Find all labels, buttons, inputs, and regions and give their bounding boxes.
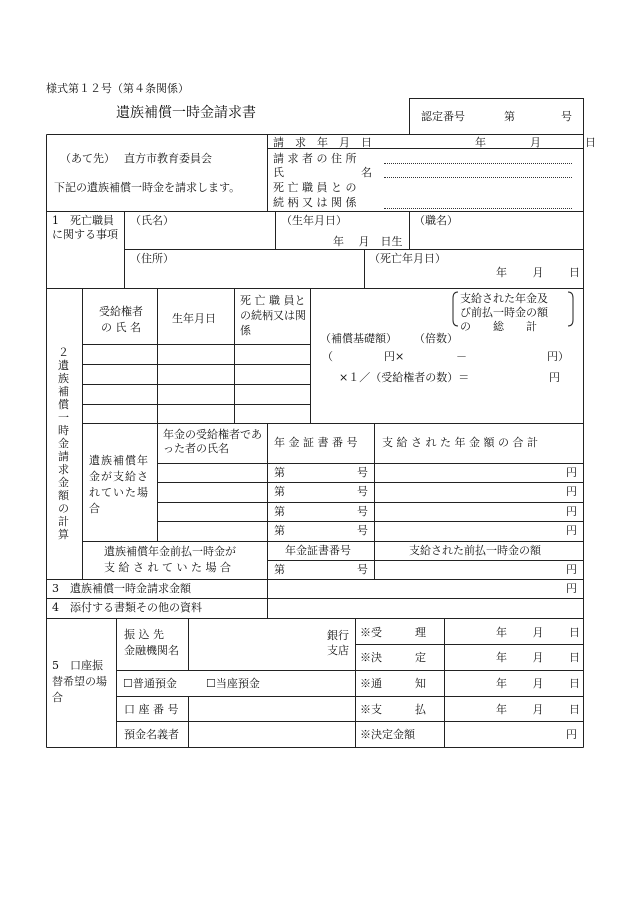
account-holder-label: 預金名義者 xyxy=(124,728,179,741)
col-birth: 生年月日 xyxy=(172,312,216,325)
relation-label-2: 続 柄 又 は 関 係 xyxy=(273,196,357,209)
pension-row-1-yen: 円 xyxy=(566,466,577,479)
amount-label: ※決定金額 xyxy=(360,728,415,741)
formula-minus: － xyxy=(456,350,467,363)
pension-row-3-yen: 円 xyxy=(566,505,577,518)
accept-label: ※受 理 xyxy=(360,626,426,639)
pension-case-label: 遺族補償年金が支給されていた場合 xyxy=(89,454,149,515)
advance-case-1: 遺族補償年金前払一時金が xyxy=(104,545,236,558)
pay-date[interactable]: 年 月 日 xyxy=(496,703,580,716)
paid-total-3: の 総 計 xyxy=(460,320,537,333)
account-number-label: 口 座 番 号 xyxy=(124,703,179,716)
pension-row-1-dai: 第 xyxy=(274,466,285,479)
request-statement: 下記の遺族補償一時金を請求します。 xyxy=(54,181,241,194)
relation-field[interactable] xyxy=(384,208,572,209)
ordinary-deposit-checkbox[interactable]: ☐普通預金 xyxy=(123,677,177,690)
name-field[interactable] xyxy=(384,177,572,178)
pension-cert-col: 年 金 証 書 番 号 xyxy=(274,436,358,449)
accept-date[interactable]: 年 月 日 xyxy=(496,626,580,639)
pension-row-2-dai: 第 xyxy=(274,485,285,498)
formula-div: ×１／（受給権者の数）＝ xyxy=(339,371,470,384)
section5-heading: 5 口座振替希望の場合 xyxy=(52,659,107,704)
bank-label-1: 振 込 先 xyxy=(124,628,164,641)
section1-heading: 1 死亡職員に関する事項 xyxy=(52,214,118,241)
form-number: 様式第１２号（第４条関係） xyxy=(46,82,189,95)
addressee: （あて先） 直方市教育委員会 xyxy=(60,152,212,165)
page-title: 遺族補償一時金請求書 xyxy=(116,105,256,121)
notify-date[interactable]: 年 月 日 xyxy=(496,677,580,690)
current-deposit-checkbox[interactable]: ☐当座預金 xyxy=(206,677,260,690)
pension-row-3-go: 号 xyxy=(357,505,368,518)
pension-row-3-dai: 第 xyxy=(274,505,285,518)
request-date-value[interactable]: 年 月 日 xyxy=(475,136,596,149)
paid-total-2: び前払一時金の額 xyxy=(460,306,548,319)
formula-open: （ xyxy=(322,350,333,363)
col-recipient: 受給権者の 氏 名 xyxy=(99,305,143,334)
advance-yen: 円 xyxy=(566,563,577,576)
deceased-job-label: （職名） xyxy=(414,214,458,227)
relation-label-1: 死 亡 職 員 と の xyxy=(273,181,357,194)
decide-date[interactable]: 年 月 日 xyxy=(496,651,580,664)
section4-label: 4 添付する書類その他の資料 xyxy=(52,601,202,614)
section3-label: 3 遺族補償一時金請求金額 xyxy=(52,582,191,595)
multiplier-label: （倍数） xyxy=(414,332,458,345)
branch-suffix: 支店 xyxy=(327,644,349,657)
deceased-birth-value[interactable]: 年 月 日生 xyxy=(333,235,403,248)
request-date-label: 請 求 年 月 日 xyxy=(273,136,372,149)
pension-row-4-dai: 第 xyxy=(274,524,285,537)
advance-dai: 第 xyxy=(274,563,285,576)
bank-suffix: 銀行 xyxy=(327,629,349,642)
paid-total-1: 支給された年金及 xyxy=(460,292,548,305)
requester-name-label: 氏 名 xyxy=(273,166,372,179)
requester-address-label: 請 求 者 の 住 所 xyxy=(273,152,357,165)
deceased-address-label: （住所） xyxy=(130,252,174,265)
formula-yen-x: 円× xyxy=(384,350,405,363)
death-date-value[interactable]: 年 月 日 xyxy=(496,266,580,279)
advance-go: 号 xyxy=(357,563,368,576)
pension-row-2-go: 号 xyxy=(357,485,368,498)
advance-amount-col: 支給された前払一時金の額 xyxy=(409,544,541,557)
pension-row-2-yen: 円 xyxy=(566,485,577,498)
cert-dai: 第 xyxy=(504,110,515,123)
pension-holder-label: 年金の受給権者であった者の氏名 xyxy=(163,428,262,455)
pension-row-4-go: 号 xyxy=(357,524,368,537)
death-date-label: （死亡年月日） xyxy=(369,252,446,265)
pay-label: ※支 払 xyxy=(360,703,426,716)
advance-cert-col: 年金証書番号 xyxy=(285,544,351,557)
section2-heading: ２遺族補償一時金請求金額の計算 xyxy=(58,346,69,541)
amount-yen: 円 xyxy=(566,728,577,741)
address-field[interactable] xyxy=(384,163,572,164)
cert-go: 号 xyxy=(561,110,572,123)
notify-label: ※通 知 xyxy=(360,677,426,690)
cert-label: 認定番号 xyxy=(421,110,465,123)
decide-label: ※決 定 xyxy=(360,651,426,664)
section3-yen: 円 xyxy=(566,582,577,595)
bank-label-2: 金融機関名 xyxy=(124,644,179,657)
pension-row-4-yen: 円 xyxy=(566,524,577,537)
deceased-name-label: （氏名） xyxy=(130,214,174,227)
pension-total-col: 支 給 さ れ た 年 金 額 の 合 計 xyxy=(382,436,538,449)
base-label: （補償基礎額） xyxy=(320,332,397,345)
formula-yen-close: 円） xyxy=(547,350,569,363)
pension-row-1-go: 号 xyxy=(357,466,368,479)
formula-result-yen: 円 xyxy=(549,371,560,384)
col-relation: 死 亡 職 員との続柄又は関係 xyxy=(240,294,306,337)
deceased-birth-label: （生年月日） xyxy=(281,214,347,227)
advance-case-2: 支 給 さ れ て い た 場 合 xyxy=(104,561,231,574)
